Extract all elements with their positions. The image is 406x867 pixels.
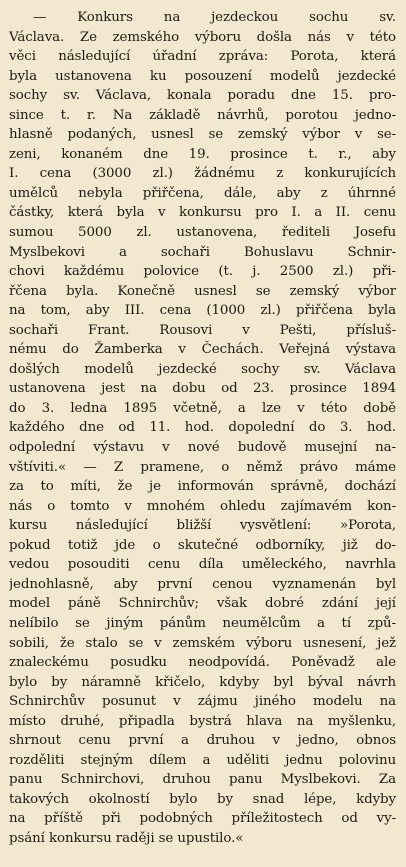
article-line: model páně Schnirchův; však dobré zdání její [9, 596, 396, 612]
article-line: Schnirchův posunut v zájmu jiného modelu na [9, 694, 396, 710]
article-line: nelíbilo se jiným pánům neumělcům a tí způ- [9, 615, 396, 631]
article-line: došlých modelů jezdecké sochy sv. Václava [9, 361, 396, 377]
article-line: byla ustanovena ku posouzení modelů jezdecké [9, 68, 396, 84]
article-line: místo druhé, připadla bystrá hlava na myšlenku, [9, 713, 396, 729]
article-line: sobili, že stalo se v zemském výboru usnesení, jež [9, 635, 396, 651]
article-line: Václava. Ze zemského výboru došla nás v této [9, 29, 396, 45]
article-line: shrnout cenu první a druhou v jedno, obnos [9, 733, 396, 749]
article-line: zeni, konaném dne 19. prosince t. r., aby [9, 146, 396, 162]
article-line: jednohlasně, aby první cenou vyznamenán byl [9, 576, 396, 592]
article-line: hlasně podaných, usnesl se zemský výbor v se- [9, 127, 396, 143]
article-line: sochy sv. Václava, konala poradu dne 15. pro- [9, 88, 396, 104]
article-line: pokud totiž jde o skutečné odborníky, již do- [9, 537, 396, 553]
article-line: znaleckému posudku neodpovídá. Poněvadž ale [9, 655, 396, 671]
article-line: umělců nebyla přiřčena, dále, aby z úhrnné [9, 185, 396, 201]
article-line: sochaři Frant. Rousovi v Pešti, přísluš- [9, 322, 396, 338]
article-line: řčena byla. Konečně usnesl se zemský výbor [9, 283, 396, 299]
article-line: since t. r. Na základě návrhů, porotou jedno- [9, 107, 396, 123]
article-line: vedou posouditi cenu díla uměleckého, navrhla [9, 557, 396, 573]
article-line: psání konkursu raději se upustilo.« [9, 830, 244, 846]
article-line: rozděliti stejným dílem a uděliti jednu polovinu [9, 752, 396, 768]
article-line: chovi každému polovice (t. j. 2500 zl.) při- [9, 264, 396, 280]
article-line: částky, která byla v konkursu pro I. a II. cenu [9, 205, 396, 221]
article-line: každého dne od 11. hod. dopolední do 3. hod. [9, 420, 396, 436]
article-column [9, 8, 396, 849]
article-line: věci následující úřadní zpráva: Porota, která [9, 49, 396, 65]
article-line: vštíviti.« — Z pramene, o němž právo máme [9, 459, 396, 475]
article-line: nému do Žamberka v Čechách. Veřejná výstava [9, 342, 396, 358]
article-line: Myslbekovi a sochaři Bohuslavu Schnir- [9, 244, 396, 260]
article-line: na příště při podobných příležitostech od vy- [9, 811, 396, 827]
article-line: za to míti, že je informován správně, dochází [9, 479, 396, 495]
article-line: odpolední výstavu v nové budově musejní na- [9, 440, 396, 456]
article-line: na tom, aby III. cena (1000 zl.) přiřčena byla [9, 303, 396, 319]
article-line: panu Schnirchovi, druhou panu Myslbekovi. Za [9, 772, 396, 788]
article-line: kursu následující bližší vysvětlení: »Porota, [9, 518, 396, 534]
article-line: bylo by náramně křičelo, kdyby byl býval návrh [9, 674, 396, 690]
article-line: do 3. ledna 1895 včetně, a lze v této době [9, 400, 396, 416]
article-line: ustanovena jest na dobu od 23. prosince 1894 [9, 381, 396, 397]
article-line: — Konkurs na jezdeckou sochu sv. [33, 10, 396, 25]
article-line: takových okolností bylo by snad lépe, kdyby [9, 791, 396, 807]
article-line: sumou 5000 zl. ustanovena, řediteli Josefu [9, 225, 396, 241]
article-line: nás o tomto v mnohém ohledu zajímavém kon- [9, 498, 396, 514]
article-line: I. cena (3000 zl.) žádnému z konkurujících [9, 166, 396, 182]
